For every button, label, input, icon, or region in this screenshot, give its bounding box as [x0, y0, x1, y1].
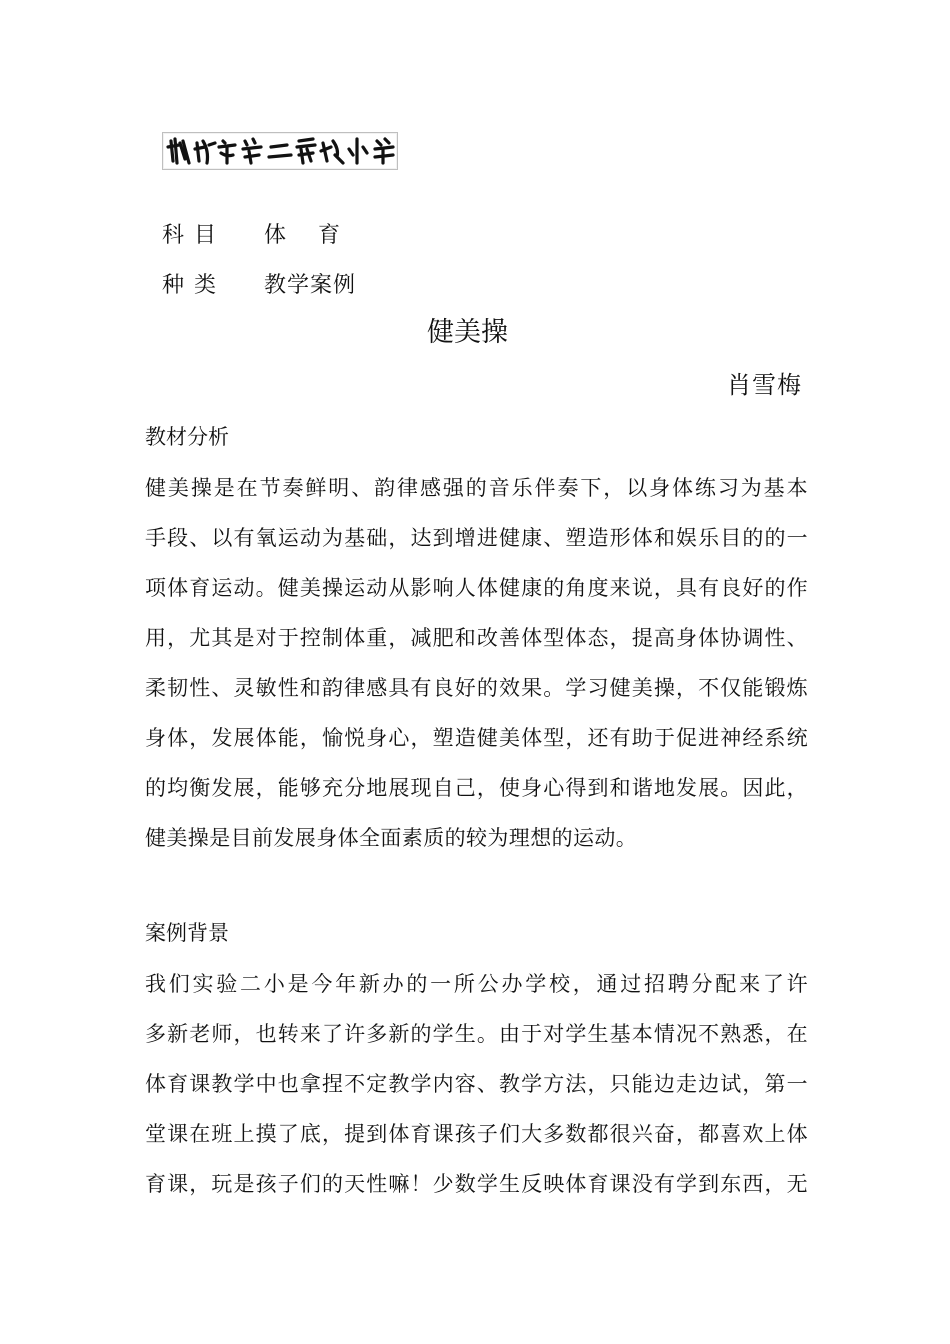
- section-heading-case-background: 案例背景: [145, 921, 229, 945]
- subject-value: 体育: [264, 223, 373, 248]
- category-value: 教学案例: [264, 273, 357, 298]
- subject-label: 科目: [162, 223, 227, 248]
- paragraph-line: 堂课在班上摸了底，提到体育课孩子们大多数都很兴奋，都喜欢上体: [145, 1122, 808, 1146]
- subject-row: [162, 221, 372, 251]
- author-name: 肖雪梅: [727, 371, 802, 399]
- paragraph-line: 多新老师，也转来了许多新的学生。由于对学生基本情况不熟悉，在: [145, 1022, 808, 1046]
- paragraph-line: 项体育运动。健美操运动从影响人体健康的角度来说，具有良好的作: [145, 576, 808, 600]
- paragraph-line: 体育课教学中也拿捏不定教学内容、教学方法，只能边走边试，第一: [145, 1072, 808, 1096]
- paragraph-line: 手段、以有氧运动为基础，达到增进健康、塑造形体和娱乐目的的一: [145, 526, 808, 550]
- paragraph-line: 身体，发展体能，愉悦身心，塑造健美体型，还有助于促进神经系统: [145, 726, 808, 750]
- paragraph-line: 育课，玩是孩子们的天性嘛！少数学生反映体育课没有学到东西，无: [145, 1172, 808, 1196]
- paragraph-line: 柔韧性、灵敏性和韵律感具有良好的效果。学习健美操，不仅能锻炼: [145, 676, 808, 700]
- category-row: [162, 271, 356, 301]
- paragraph-line: 我们实验二小是今年新办的一所公办学校，通过招聘分配来了许: [145, 972, 808, 996]
- paragraph-line: 健美操是在节奏鲜明、韵律感强的音乐伴奏下，以身体练习为基本: [145, 476, 808, 500]
- section-heading-material-analysis: 教材分析: [145, 425, 229, 449]
- school-logo: [162, 132, 398, 170]
- paragraph-material-analysis: [145, 463, 808, 863]
- calligraphy-logo-icon: [163, 133, 397, 169]
- paragraph-line: 用，尤其是对于控制体重，减肥和改善体型体态，提高身体协调性、: [145, 626, 808, 650]
- document-title: 健美操: [427, 317, 508, 348]
- paragraph-case-background: [145, 959, 808, 1209]
- paragraph-line: 的均衡发展，能够充分地展现自己，使身心得到和谐地发展。因此，: [145, 776, 808, 800]
- paragraph-line: 健美操是目前发展身体全面素质的较为理想的运动。: [145, 826, 638, 850]
- category-label: 种类: [162, 273, 227, 298]
